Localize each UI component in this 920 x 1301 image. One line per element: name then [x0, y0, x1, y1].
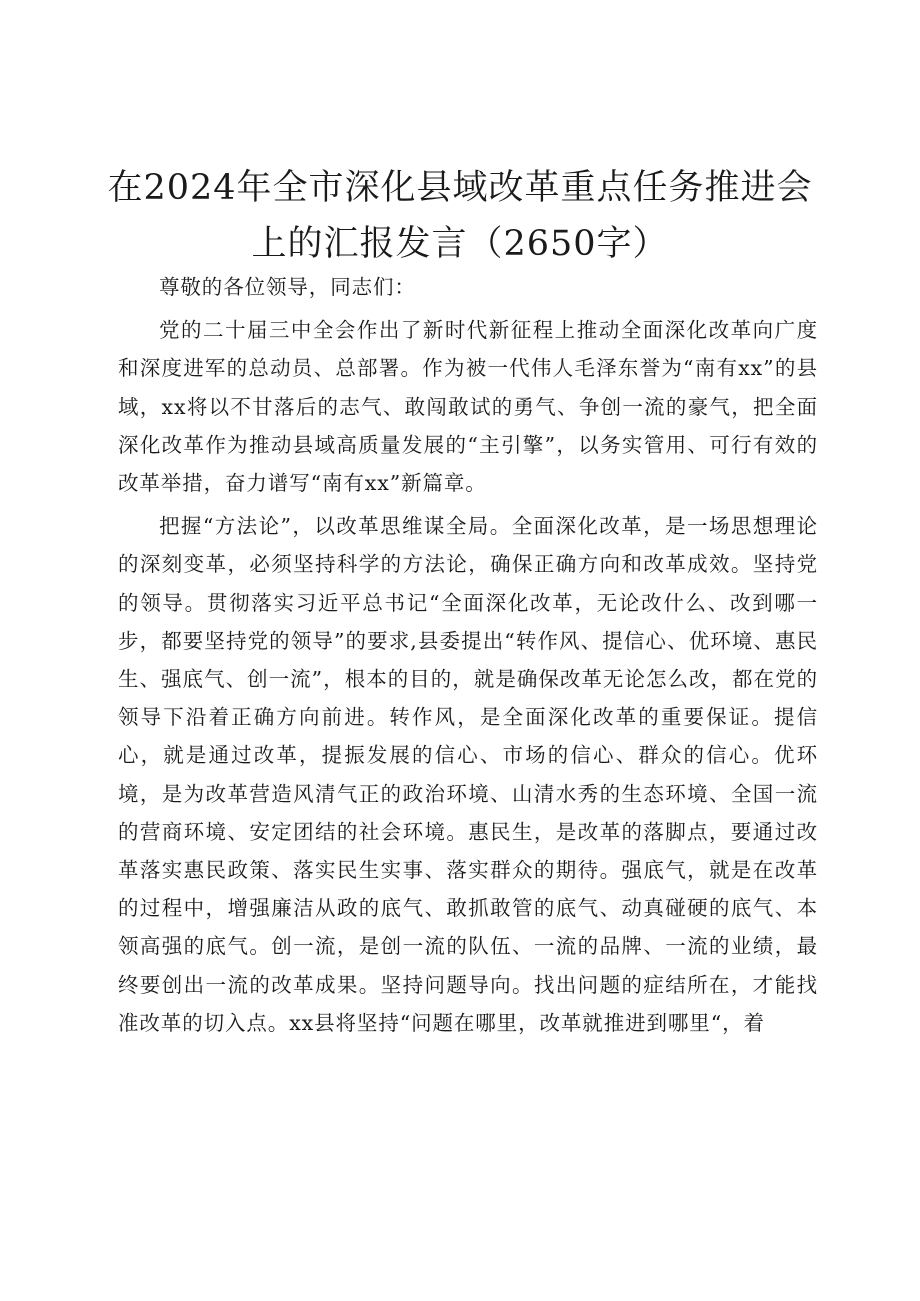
title-line-2: 上的汇报发言（2650字）	[251, 224, 669, 264]
paragraph-2: 把握“方法论”，以改革思维谋全局。全面深化改革，是一场思想理论的深刻变革，必须坚持科学的方法论，确保正确方向和改革成效。坚持党的领导。贯彻落实习近平总书记“全面深化改革，无论改什么、改到哪一步，都要坚持党的领导”的要求,县委提出“转作风、提信心、优环境、惠民生、强底气、创一流”，根本的目的，就是确保改革无论怎么改，都在党的领导下沿着正确方向前进。转作风，是全面深化改革的重要保证。提信心，就是通过改革，提振发展的信心、市场的信心、群众的信心。优环境，是为改革营造风清气正的政治环境、山清水秀的生态环境、全国一流的营商环境、安定团结的社会环境。惠民生，是改革的落脚点，要通过改革落实惠民政策、落实民生实事、落实群众的期待。强底气，就是在改革的过程中，增强廉洁从政的底气、敢抓敢管的底气、动真碰硬的底气、本领高强的底气。创一流，是创一流的队伍、一流的品牌、一流的业绩，最终要创出一流的改革成果。坚持问题导向。找出问题的症结所在，才能找准改革的切入点。xx县将坚持“问题在哪里，改革就推进到哪里“，着	[118, 514, 818, 1035]
salutation: 尊敬的各位领导，同志们：	[159, 275, 416, 299]
paragraph-1: 党的二十届三中全会作出了新时代新征程上推动全面深化改革向广度和深度进军的总动员、总部署。作为被一代伟人毛泽东誉为“南有xx”的县域，xx将以不甘落后的志气、敢闯敢试的勇气、争创一流的豪气，把全面深化改革作为推动县域高质量发展的“主引擎”，以务实管用、可行有效的改革举措，奋力谱写“南有xx”新篇章。	[118, 318, 818, 496]
title-line-1: 在2024年全市深化县域改革重点任务推进会	[107, 168, 813, 208]
document-body	[118, 268, 818, 1042]
document-title	[100, 160, 820, 272]
